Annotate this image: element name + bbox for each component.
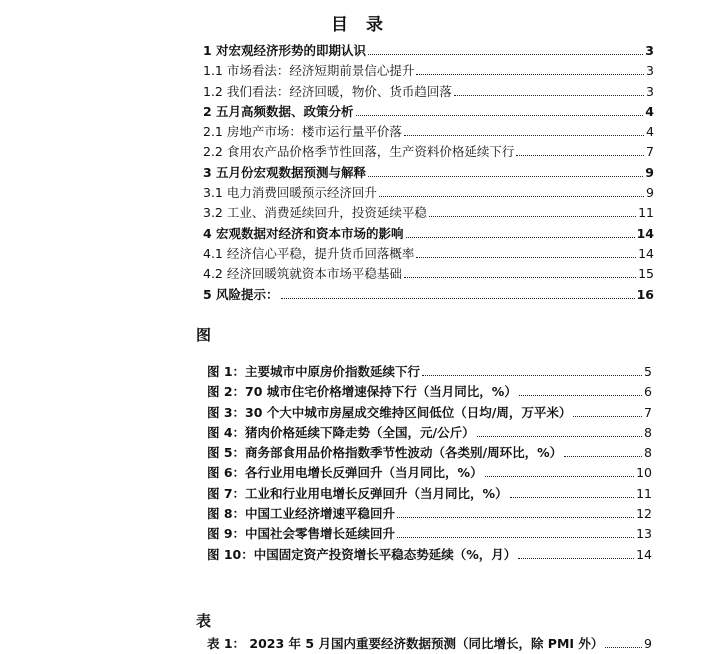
figure-entry-title: 图 8：中国工业经济增速平稳回升 bbox=[207, 506, 396, 522]
figure-entry-title: 图 4：猪肉价格延续下降走势（全国，元/公斤） bbox=[207, 424, 475, 440]
figure-entry-title: 图 5：商务部食用品价格指数季节性波动（各类别/周环比，%） bbox=[207, 445, 563, 461]
toc-entry-page-number: 9 bbox=[645, 164, 654, 180]
table-entry-title: 表 1： 2023 年 5 月国内重要经济数据预测（同比增长，除 PMI 外） bbox=[207, 636, 604, 651]
dot-leader bbox=[573, 416, 642, 417]
dot-leader bbox=[564, 456, 642, 457]
toc-entry[interactable] bbox=[203, 41, 654, 61]
dot-leader bbox=[605, 647, 642, 648]
table-entry-page-number: 9 bbox=[644, 636, 652, 651]
dot-leader bbox=[416, 257, 636, 258]
dot-leader bbox=[454, 95, 644, 96]
toc-entry-title: 3.2 工业、消费延续回升，投资延续平稳 bbox=[203, 205, 427, 221]
toc-entry-page-number: 9 bbox=[646, 185, 654, 201]
figure-entry[interactable] bbox=[207, 423, 652, 443]
toc-entry[interactable] bbox=[203, 203, 654, 223]
dot-leader bbox=[477, 436, 642, 437]
dot-leader bbox=[397, 517, 634, 518]
figure-entry-title: 图 1：主要城市中原房价指数延续下行 bbox=[207, 364, 421, 379]
toc-entry-title: 1 对宏观经济形势的即期认识 bbox=[203, 43, 367, 58]
toc-entry-title: 5 风险提示： bbox=[203, 286, 279, 302]
toc-entry-title: 4.2 经济回暖筑就资本市场平稳基础 bbox=[203, 266, 402, 282]
toc-entry-page-number: 11 bbox=[638, 205, 654, 221]
dot-leader bbox=[518, 558, 634, 559]
figure-entry-title: 图 2：70 城市住宅价格增速保持下行（当月同比，%） bbox=[207, 384, 517, 400]
table-of-contents bbox=[203, 41, 654, 305]
dot-leader bbox=[404, 135, 644, 136]
figure-entry-title: 图 6：各行业用电增长反弹回升（当月同比，%） bbox=[207, 465, 483, 481]
figure-entry[interactable] bbox=[207, 382, 652, 402]
toc-entry-page-number: 3 bbox=[645, 43, 654, 58]
figure-entry-page-number: 8 bbox=[644, 445, 652, 461]
figure-entry-page-number: 8 bbox=[644, 424, 652, 440]
toc-entry-title: 1.2 我们看法：经济回暖，物价、货币趋回落 bbox=[203, 83, 452, 99]
figure-entry[interactable] bbox=[207, 504, 652, 524]
page-title: 目 录 bbox=[331, 15, 389, 35]
figure-entry[interactable] bbox=[207, 545, 652, 565]
dot-leader bbox=[281, 298, 635, 299]
toc-entry-page-number: 3 bbox=[646, 63, 654, 79]
toc-entry[interactable] bbox=[203, 122, 654, 142]
dot-leader bbox=[406, 237, 635, 238]
dot-leader bbox=[404, 277, 636, 278]
dot-leader bbox=[368, 54, 643, 55]
toc-entry-title: 2.1 房地产市场：楼市运行量平价落 bbox=[203, 124, 402, 140]
toc-entry[interactable] bbox=[203, 142, 654, 162]
toc-entry[interactable] bbox=[203, 244, 654, 264]
figure-entry[interactable] bbox=[207, 463, 652, 483]
figure-entry-page-number: 14 bbox=[636, 546, 652, 562]
toc-entry-page-number: 3 bbox=[646, 83, 654, 99]
figure-entry-page-number: 7 bbox=[644, 404, 652, 420]
figure-entry[interactable] bbox=[207, 403, 652, 423]
toc-entry-title: 2 五月高频数据、政策分析 bbox=[203, 103, 354, 119]
figure-entry-page-number: 10 bbox=[636, 465, 652, 481]
tables-heading: 表 bbox=[196, 612, 212, 630]
toc-entry-page-number: 4 bbox=[646, 124, 654, 140]
toc-entry-title: 3.1 电力消费回暖预示经济回升 bbox=[203, 185, 377, 201]
figure-entry-page-number: 13 bbox=[636, 526, 652, 542]
list-of-figures bbox=[207, 362, 652, 565]
toc-entry-page-number: 4 bbox=[645, 103, 654, 119]
dot-leader bbox=[368, 176, 643, 177]
toc-entry-title: 4 宏观数据对经济和资本市场的影响 bbox=[203, 225, 404, 241]
figure-entry[interactable] bbox=[207, 443, 652, 463]
figure-entry[interactable] bbox=[207, 362, 652, 382]
toc-entry-title: 1.1 市场看法：经济短期前景信心提升 bbox=[203, 63, 415, 79]
dot-leader bbox=[516, 155, 644, 156]
figure-entry-title: 图 3：30 个大中城市房屋成交维持区间低位（日均/周，万平米） bbox=[207, 404, 572, 420]
toc-entry-page-number: 14 bbox=[636, 225, 654, 241]
dot-leader bbox=[510, 497, 635, 498]
figures-heading: 图 bbox=[196, 326, 212, 344]
figure-entry-title: 图 10：中国固定资产投资增长平稳态势延续（%，月） bbox=[207, 546, 517, 562]
toc-entry[interactable] bbox=[203, 163, 654, 183]
dot-leader bbox=[397, 537, 634, 538]
figure-entry[interactable] bbox=[207, 484, 652, 504]
dot-leader bbox=[356, 115, 644, 116]
toc-entry-title: 2.2 食用农产品价格季节性回落，生产资料价格延续下行 bbox=[203, 144, 515, 160]
dot-leader bbox=[485, 476, 635, 477]
figure-entry-page-number: 6 bbox=[644, 384, 652, 400]
figure-entry[interactable] bbox=[207, 524, 652, 544]
toc-entry[interactable] bbox=[203, 82, 654, 102]
figure-entry-page-number: 5 bbox=[644, 364, 652, 379]
toc-entry[interactable] bbox=[203, 224, 654, 244]
figure-entry-page-number: 12 bbox=[636, 506, 652, 522]
toc-entry-title: 3 五月份宏观数据预测与解释 bbox=[203, 164, 367, 180]
dot-leader bbox=[429, 216, 636, 217]
figure-entry-title: 图 7：工业和行业用电增长反弹回升（当月同比，%） bbox=[207, 485, 508, 501]
toc-entry-page-number: 16 bbox=[636, 286, 654, 302]
dot-leader bbox=[416, 74, 644, 75]
figure-entry-page-number: 11 bbox=[636, 485, 652, 501]
figure-entry-title: 图 9：中国社会零售增长延续回升 bbox=[207, 526, 396, 542]
toc-entry[interactable] bbox=[203, 183, 654, 203]
dot-leader bbox=[379, 196, 644, 197]
toc-entry-page-number: 14 bbox=[638, 245, 654, 261]
toc-entry[interactable] bbox=[203, 285, 654, 305]
toc-entry-page-number: 7 bbox=[646, 144, 654, 160]
dot-leader bbox=[422, 375, 642, 376]
dot-leader bbox=[519, 395, 642, 396]
toc-entry[interactable] bbox=[203, 102, 654, 122]
toc-entry-title: 4.1 经济信心平稳，提升货币回落概率 bbox=[203, 245, 415, 261]
toc-entry[interactable] bbox=[203, 264, 654, 284]
table-entry[interactable] bbox=[207, 634, 652, 654]
toc-entry[interactable] bbox=[203, 61, 654, 81]
toc-entry-page-number: 15 bbox=[638, 266, 654, 282]
